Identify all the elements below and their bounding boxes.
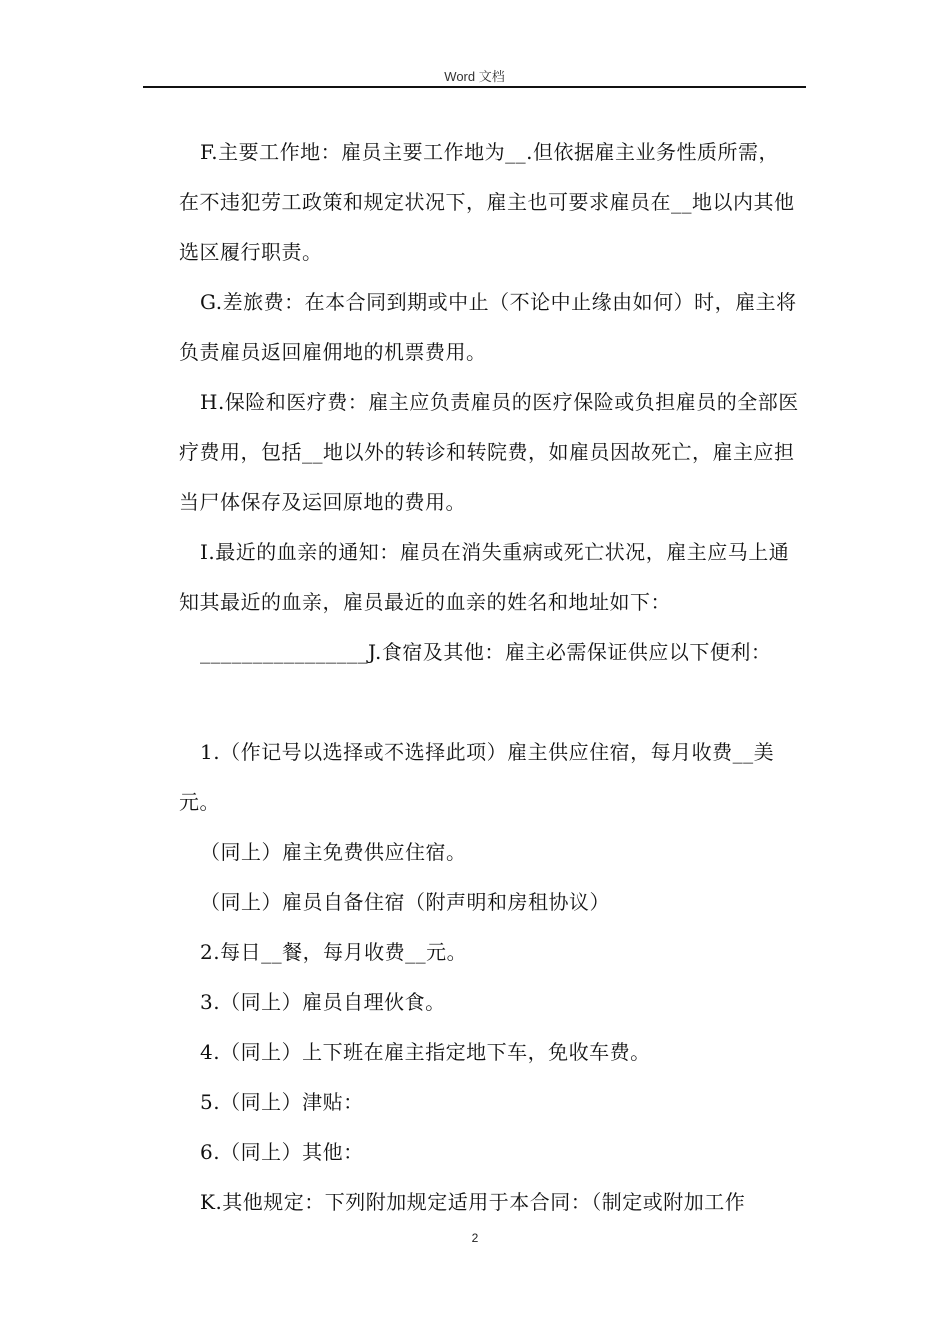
- paragraph-i-next-of-kin: I.最近的血亲的通知：雇员在消失重病或死亡状况，雇主应马上通知其最近的血亲，雇员最近的血亲的姓名和地址如下：: [179, 540, 790, 614]
- paragraph-k-other-provisions: K.其他规定：下列附加规定适用于本合同：（制定或附加工作: [200, 1190, 746, 1214]
- page-number: 2: [471, 1231, 479, 1245]
- document-body: [179, 127, 799, 1227]
- list-item-1-lodging: 1.（作记号以选择或不选择此项）雇主供应住宿，每月收费__美元。: [179, 740, 775, 814]
- header-divider: [143, 86, 806, 88]
- list-item-free-lodging: （同上）雇主免费供应住宿。: [200, 840, 467, 864]
- paragraph-f-work-location: F.主要工作地：雇员主要工作地为__.但依据雇主业务性质所需，在不违犯劳工政策和规定状况下，雇主也可要求雇员在__地以内其他选区履行职责。: [179, 140, 795, 264]
- paragraph-g-travel-expenses: G.差旅费：在本合同到期或中止（不论中止缘由如何）时，雇主将负责雇员返回雇佣地的机票费用。: [179, 290, 797, 364]
- blank-line: [179, 677, 799, 727]
- list-item-3-self-meals: 3.（同上）雇员自理伙食。: [200, 990, 446, 1014]
- paragraph-j-board-lodging: ________________J.食宿及其他：雇主必需保证供应以下便利：: [200, 640, 772, 664]
- list-item-5-allowance: 5.（同上）津贴：: [200, 1090, 364, 1114]
- list-item-self-lodging: （同上）雇员自备住宿（附声明和房租协议）: [200, 890, 610, 914]
- list-item-4-transport: 4.（同上）上下班在雇主指定地下车，免收车费。: [200, 1040, 651, 1064]
- page-header: Word 文档: [444, 69, 505, 84]
- list-item-6-other: 6.（同上）其他：: [200, 1140, 364, 1164]
- paragraph-h-insurance: H.保险和医疗费：雇主应负责雇员的医疗保险或负担雇员的全部医疗费用，包括__地以外的转诊和转院费，如雇员因故死亡，雇主应担当尸体保存及运回原地的费用。: [179, 390, 799, 514]
- list-item-2-meals: 2.每日__餐，每月收费__元。: [200, 940, 468, 964]
